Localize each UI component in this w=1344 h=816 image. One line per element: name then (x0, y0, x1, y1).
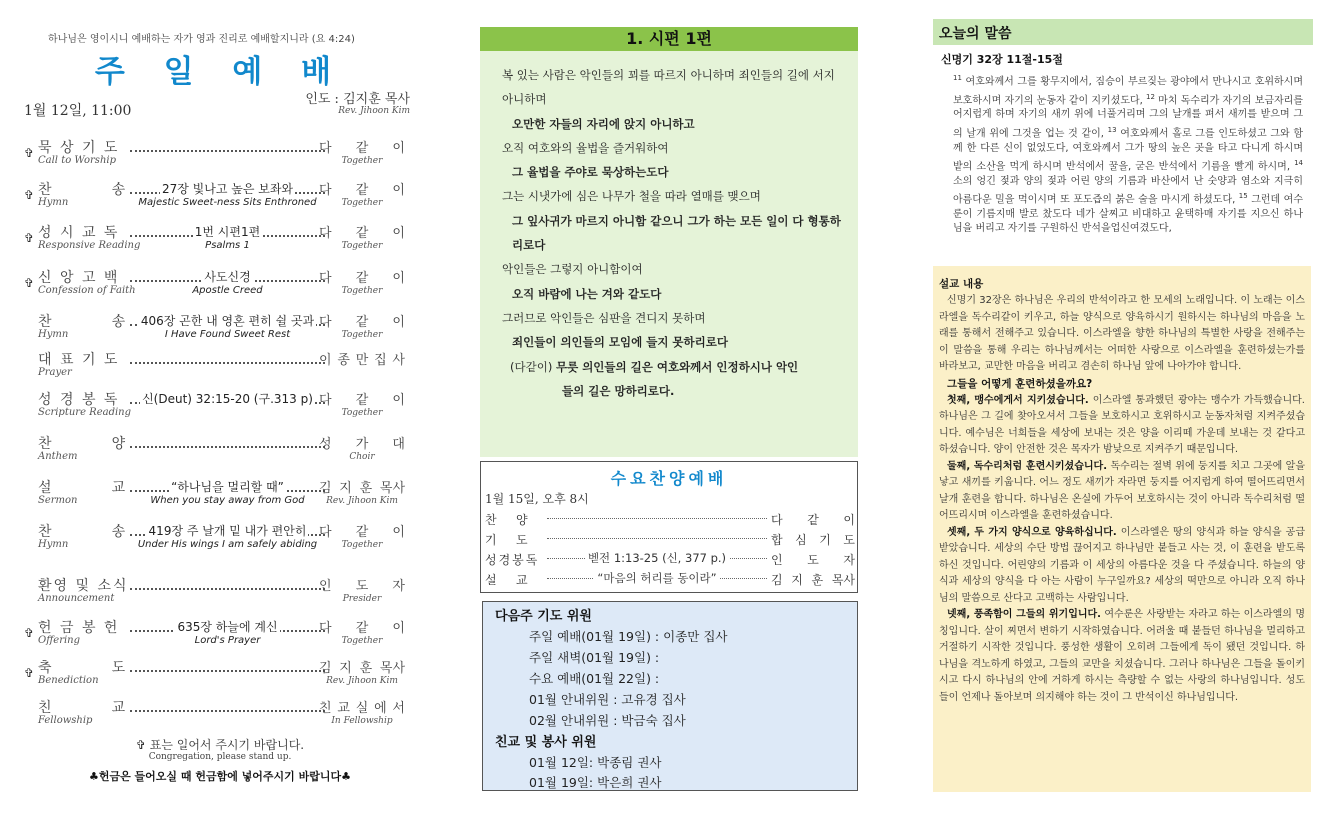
wednesday-date-time: 1월 15일, 오후 8시 (485, 492, 589, 506)
wednesday-item-detail (547, 550, 767, 566)
worship-item-person: 다 같 이 (319, 393, 405, 408)
worship-item-label: 축 도 (38, 660, 128, 676)
worship-item-person-en: Together (341, 408, 383, 418)
worship-item-detail (130, 310, 325, 340)
worship-item-label: 성 경 봉 독 (38, 392, 120, 408)
worship-item-detail-ko: 419장 주 날개 밑 내가 편안히 (148, 524, 307, 538)
worship-item-label-en: Confession of Faith (38, 285, 136, 296)
scripture-text (933, 67, 1313, 237)
sermon-point-head: 셋째, 두 가지 양식으로 양육하십니다. (947, 526, 1117, 538)
prayer-item: 02월 안내위원 : 박금숙 집사 (529, 712, 686, 728)
psalm-title: 1. 시편 1편 (480, 27, 858, 51)
leader-line: 그러므로 악인들은 심판을 견디지 못하며 (502, 310, 706, 325)
worship-item-label-en: Call to Worship (38, 155, 116, 166)
worship-item-label-en: Benediction (38, 675, 99, 686)
page-title: 주 일 예 배 (94, 54, 346, 90)
worship-item-person-en: Together (341, 241, 383, 251)
worship-item-label: 신 앙 고 백 (38, 270, 120, 286)
wednesday-item-label: 찬 양 (485, 513, 530, 527)
wednesday-service-panel (480, 461, 858, 593)
worship-item (20, 518, 415, 558)
worship-item-detail-ko: 406장 곤한 내 영혼 편히 쉴 곳과 (140, 314, 315, 328)
worship-item-person-en: Together (341, 330, 383, 340)
worship-item-label-en: Fellowship (38, 715, 93, 726)
response-line: 오만한 자들의 자리에 앉지 아니하고 (512, 116, 695, 131)
verse-number: 11 (953, 74, 962, 82)
leader-line: 그는 시냇가에 심은 나무가 철을 따라 열매를 맺으며 (502, 189, 761, 204)
dotted-leader (130, 700, 325, 712)
prayer-item: 수요 예배(01월 22일) : (529, 670, 660, 686)
unison-line-cont: 들의 길은 망하리로다. (562, 383, 675, 398)
worship-item-detail-ko: 1번 시편1편 (194, 225, 261, 239)
worship-item (20, 264, 415, 304)
prayer-item: 주일 예배(01월 19일) : 이종만 집사 (529, 629, 728, 644)
worship-item-person: 다 같 이 (319, 525, 405, 540)
worship-item-person: 이 종 만 집 사 (319, 353, 405, 368)
order-of-worship (20, 26, 420, 806)
word-reference: 신명기 32장 11절-15절 (941, 53, 1063, 66)
worship-item-detail (130, 178, 325, 208)
worship-item-label-en: Hymn (38, 539, 69, 550)
responsive-reading-panel (480, 27, 858, 457)
wednesday-item (485, 529, 857, 549)
stand-cross-icon: ✞ (24, 231, 35, 245)
stand-cross-icon: ✞ (24, 188, 35, 202)
worship-item-person: 다 같 이 (319, 271, 405, 286)
worship-item-person-en: Together (341, 156, 383, 166)
sermon-point-body: 독수리는 절벽 위에 둥지를 치고 그곳에 알을 낳고 새끼를 키웁니다. 어느 정도 새끼가 자라면 둥지를 어지럽게 하여 떨어뜨리면서 날개 훈련을 합니다. 하나님은 온실에 가두어 보호하시는 것이 아니라 독수리처럼 떨어뜨리시며 이스라엘을 훈련하셨습니다. (939, 460, 1305, 521)
stand-cross-icon: ✞ (24, 626, 35, 640)
worship-item-detail-en: I Have Found Sweet Rest (164, 329, 291, 340)
worship-item-label: 성 시 교 독 (38, 225, 120, 241)
dotted-leader (130, 140, 325, 152)
worship-item-person: 성 가 대 (319, 437, 405, 452)
worship-item-label: 찬 송 (38, 314, 128, 330)
worship-item-detail-en: Psalms 1 (205, 240, 250, 251)
wednesday-item-person: 김 지 훈 목사 (771, 573, 855, 587)
wednesday-item-label: 성경봉독 (485, 553, 540, 567)
prayer-item: 01월 안내위원 : 고유경 집사 (529, 691, 686, 707)
dotted-leader (130, 660, 325, 672)
worship-item-label: 찬 송 (38, 182, 128, 198)
worship-item-detail (130, 388, 325, 407)
verse-text: 여호와께서 홀로 그를 인도하셨고 그와 함께 한 다른 신이 없었도다, 여호와께서 그가 땅의 높은 곳을 타고 다니게 하시며 밭의 소산을 먹게 하시며 반석에서 꿀을, 굳은 반석에서 기름을 빨게 하시며, (953, 128, 1303, 173)
worship-item-label: 묵 상 기 도 (38, 140, 120, 156)
service-item: 01월 19일: 박은희 권사 (529, 775, 662, 791)
worship-item-detail-ko: 사도신경 (204, 270, 251, 284)
word-title: 오늘의 말씀 (933, 19, 1313, 45)
sermon-intro: 신명기 32장은 하나님은 우리의 반석이라고 한 모세의 노래입니다. 이 노래는 이스라엘을 독수리같이 키우고, 하늘 양식으로 양육하시기 원하시는 하나님의 마음을 노래를 통해서 전해주고 있습니다. 이스라엘을 향한 하나님의 특별한 사랑을 전해주는 이 말씀을 통해 우리는 하나님께서는 어떠한 사랑으로 이스라엘을 훈련하셨는가를 바라보고, 교만한 마음을 버리고 겸손히 하나님 앞에 나아가야 합니다. (939, 295, 1305, 372)
worship-item-detail-en: Majestic Sweet-ness Sits Enthroned (138, 197, 317, 208)
response-line: 오직 바람에 나는 겨와 같도다 (512, 286, 662, 301)
worship-item (20, 308, 415, 348)
worship-item (20, 430, 415, 470)
worship-item-detail (130, 476, 325, 506)
worship-item-label-en: Prayer (38, 367, 72, 378)
worship-item-detail-en: When you stay away from God (150, 495, 305, 506)
wednesday-item (485, 569, 857, 589)
wednesday-item-person: 다 같 이 (771, 513, 855, 527)
wednesday-item-detail-text: 벧전 1:13-25 (신, 377 p.) (585, 551, 729, 565)
service-date-time: 1월 12일, 11:00 (24, 103, 132, 119)
worship-item-label: 설 교 (38, 480, 128, 496)
dotted-leader (130, 352, 325, 364)
stand-note-en: Congregation, please stand up. (148, 752, 292, 762)
worship-item-label: 찬 송 (38, 524, 128, 540)
response-line: 그 율법을 주야로 묵상하는도다 (512, 165, 669, 180)
stand-note: ✞ 표는 일어서 주시기 바랍니다. (135, 738, 305, 752)
worship-item (20, 219, 415, 259)
dotted-leader (547, 518, 767, 519)
unison-text: 무릇 의인들의 길은 여호와께서 인정하시나 악인 (555, 359, 799, 374)
verse-number: 13 (1107, 125, 1117, 134)
worship-item-person-en: Together (341, 198, 383, 208)
offering-note: ♣헌금은 들어오실 때 헌금함에 넣어주시기 바랍니다♣ (88, 770, 351, 783)
leader-line: 복 있는 사람은 악인들의 꾀를 따르지 아니하며 죄인들의 길에 서지 아니하며 (502, 68, 835, 107)
service-title: 친교 및 봉사 위원 (495, 734, 597, 750)
worship-item-person-en: Rev. Jihoon Kim (326, 496, 398, 506)
todays-word-panel (933, 19, 1313, 259)
stand-cross-icon: ✞ (24, 666, 35, 680)
leader-line: 악인들은 그렇지 아니함이여 (502, 262, 643, 277)
response-line: 죄인들이 의인들의 모임에 들지 못하리로다 (512, 335, 728, 350)
worship-item-label: 친 교 (38, 700, 128, 716)
worship-item (20, 134, 415, 174)
dotted-leader (130, 578, 325, 590)
sermon-point (939, 459, 1305, 525)
dotted-leader (547, 538, 767, 539)
worship-item-label-en: Anthem (38, 451, 78, 462)
prayer-item: 주일 새벽(01월 19일) : (529, 649, 660, 665)
service-leader: 인도 : 김지훈 목사 (305, 92, 410, 107)
response-line: 그 잎사귀가 마르지 아니함 같으니 그가 하는 모든 일이 다 형통하리로다 (512, 213, 841, 253)
worship-item-label-en: Hymn (38, 329, 69, 340)
worship-item-detail-ko: 635장 하늘에 계신 (177, 620, 278, 634)
worship-item-detail (130, 221, 325, 251)
worship-item-label-en: Scripture Reading (38, 407, 132, 418)
verse-text: 그런데 여수룬이 기름지매 발로 찼도다 네가 살찌고 비대하고 윤택하매 자기를 지으신 하나님을 버리고 자기를 구원하신 반석을업신여겼도다, (953, 194, 1303, 235)
worship-item-detail-ko: “하나님을 멀리할 때” (171, 480, 284, 494)
worship-item (20, 386, 415, 426)
wednesday-item-person: 인 도 자 (771, 553, 855, 567)
unison-line (502, 355, 844, 379)
worship-item-person-en: Together (341, 636, 383, 646)
sermon-point-head: 첫째, 맹수에게서 지키셨습니다. (947, 394, 1089, 406)
worship-item-person: 인 도 자 (319, 579, 405, 594)
worship-item-person-en: Choir (349, 452, 375, 462)
sermon-point-body: 여수룬은 사랑받는 자라고 하는 이스라엘의 명칭입니다. 살이 찌면서 변하기 시작하였습니다. 어려울 때 붙들던 하나님을 멀리하고 거절하기 시작한 것입니다. 풍성한 생활이 오히려 그들에게 독이 됐던 것입니다. 하나님을 격노하게 하였고, 그들의 교만을 치셨습니다. 그러나 하나님은 그들을 돌이키시고 다시 하나님의 안에 거하게 하시는 측량할 수 없는 사랑의 하나님입니다. 성도들이 언제나 돌아보며 의지해야 하는 것이 그 반석이신 하나님입니다. (939, 609, 1305, 703)
sermon-point-head: 둘째, 독수리처럼 훈련시키셨습니다. (947, 460, 1107, 472)
verse-text: 여호와께서 그를 황무지에서, 짐승이 부르짖는 광야에서 만나시고 호위하시며 보호하시며 자기의 눈동자 같이 지키셨도다, (953, 76, 1303, 107)
worship-item (20, 614, 415, 654)
worship-item-label: 헌 금 봉 헌 (38, 620, 120, 636)
wednesday-item-detail (547, 570, 767, 586)
worship-item-person: 김 지 훈 목사 (319, 481, 405, 496)
sermon-point (939, 525, 1305, 608)
worship-item (20, 654, 415, 694)
wednesday-title: 수요찬양예배 (610, 469, 728, 488)
leader-line: 오직 여호와의 율법을 즐거워하여 (502, 140, 669, 155)
verse-number: 14 (1294, 159, 1303, 168)
wednesday-item-label: 기 도 (485, 533, 530, 547)
sermon-point-body: 이스라엘은 땅의 양식과 하늘 양식을 공급받았습니다. 세상의 수단 방법 끊어지고 하나님만 붙들고 사는 것, 이 훈련을 받도록 하신 것입니다. 어린양의 기름과 이 세상의 아름다운 것을 다 주셨습니다. 하늘의 양식과 세상의 양식을 다 아는 사람이 누구일까요? 세상의 떡만으로 아니라 오직 하나님의 말씀으로 산다고 고백하는 사람입니다. (939, 526, 1305, 604)
worship-item-label-en: Offering (38, 635, 81, 646)
worship-item-person-en: Presider (342, 594, 382, 604)
verse-number: 12 (1146, 92, 1155, 101)
worship-item-person: 다 같 이 (319, 183, 405, 198)
worship-item-person: 다 같 이 (319, 141, 405, 156)
unison-label: (다같이) (510, 359, 556, 374)
worship-item-label-en: Sermon (38, 495, 78, 506)
wednesday-item-label: 설 교 (485, 573, 530, 587)
worship-item (20, 474, 415, 514)
worship-item-detail (130, 616, 325, 646)
worship-item-detail-ko: 27장 빛나고 높은 보좌와 (161, 182, 294, 196)
worship-item-detail-en: Apostle Creed (192, 285, 263, 296)
stand-cross-icon: ✞ (24, 276, 35, 290)
worship-item-person-en: Together (341, 540, 383, 550)
worship-item-person: 다 같 이 (319, 315, 405, 330)
theme-verse: 하나님은 영이시니 예배하는 자가 영과 진리로 예배할지니라 (요 4:24) (48, 34, 355, 45)
wednesday-item-person: 합 심 기 도 (771, 533, 855, 547)
sermon-point (939, 607, 1305, 706)
verse-text: 소의 엉긴 젖과 양의 젖과 어린 양의 기름과 바산에서 난 숫양과 염소와 지극히 아름다운 밀을 먹이시며 또 포도즙의 붉은 술을 마시게 하셨도다, (953, 175, 1303, 206)
wednesday-item (485, 509, 857, 529)
worship-item-label: 찬 양 (38, 436, 128, 452)
worship-item-person: 다 같 이 (319, 226, 405, 241)
worship-item-person-en: Rev. Jihoon Kim (326, 676, 398, 686)
verse-text: 마치 독수리가 자기의 보금자리를 어지럽게 하며 자기의 새끼 위에 너풀거리며 그의 날개를 펴서 새끼를 받으며 그의 날개 위에 그것을 업는 것 같이, (953, 95, 1303, 140)
sermon-point (939, 393, 1305, 459)
psalm-text (480, 51, 858, 403)
worship-item (20, 346, 415, 386)
sermon-point-body: 이스라엘 통과했던 광야는 맹수가 가득했습니다. 하나님은 그 길에 찾아오셔서 그들을 보호하시고 호위하시고 눈동자처럼 지켜주셨습니다. 예수님은 너희들을 세상에 보내는 것은 양을 이리떼 가운데 보내는 것 같다고 하셨습니다. 양이 안전한 것은 목자가 밤낮으로 지켜주기 때문입니다. (939, 394, 1305, 455)
dotted-leader (130, 436, 325, 448)
worship-item-label-en: Announcement (38, 593, 115, 604)
worship-item (20, 694, 415, 734)
worship-item (20, 572, 415, 612)
verse-number: 15 (1238, 192, 1248, 201)
stand-cross-icon: ✞ (24, 146, 35, 160)
worship-item-label-en: Hymn (38, 197, 69, 208)
worship-item-label-en: Responsive Reading (38, 240, 141, 251)
worship-item-person: 김 지 훈 목사 (319, 661, 405, 676)
worship-item (20, 176, 415, 216)
prayer-committee-panel (482, 601, 858, 791)
service-leader-en: Rev. Jihoon Kim (338, 106, 410, 116)
wednesday-item (485, 549, 857, 569)
sermon-point-head: 넷째, 풍족함이 그들의 위기입니다. (947, 609, 1101, 620)
worship-item-detail-ko: 신(Deut) 32:15-20 (구.313 p) (142, 392, 313, 406)
service-item: 01월 12일: 박종림 권사 (529, 754, 662, 770)
worship-item-person-en: Together (341, 286, 383, 296)
prayer-title: 다음주 기도 위원 (495, 609, 592, 624)
worship-item-label: 환영 및 소식 (38, 578, 129, 594)
worship-item-person: 다 같 이 (319, 621, 405, 636)
worship-item-detail (130, 520, 325, 550)
worship-item-label: 대 표 기 도 (38, 352, 120, 368)
worship-item-detail-en: Lord's Prayer (194, 635, 261, 646)
worship-item-person: 친 교 실 에 서 (319, 701, 405, 716)
worship-item-detail-en: Under His wings I am safely abiding (137, 539, 318, 550)
worship-item-detail (130, 266, 325, 296)
wednesday-item-detail-text: “마음의 허리를 동이라” (594, 571, 719, 585)
sermon-title: 설교 내용 (939, 278, 984, 290)
worship-item-person-en: In Fellowship (331, 716, 393, 726)
sermon-question: 그들을 어떻게 훈련하셨을까요? (947, 377, 1093, 390)
sermon-summary-panel (933, 266, 1311, 792)
